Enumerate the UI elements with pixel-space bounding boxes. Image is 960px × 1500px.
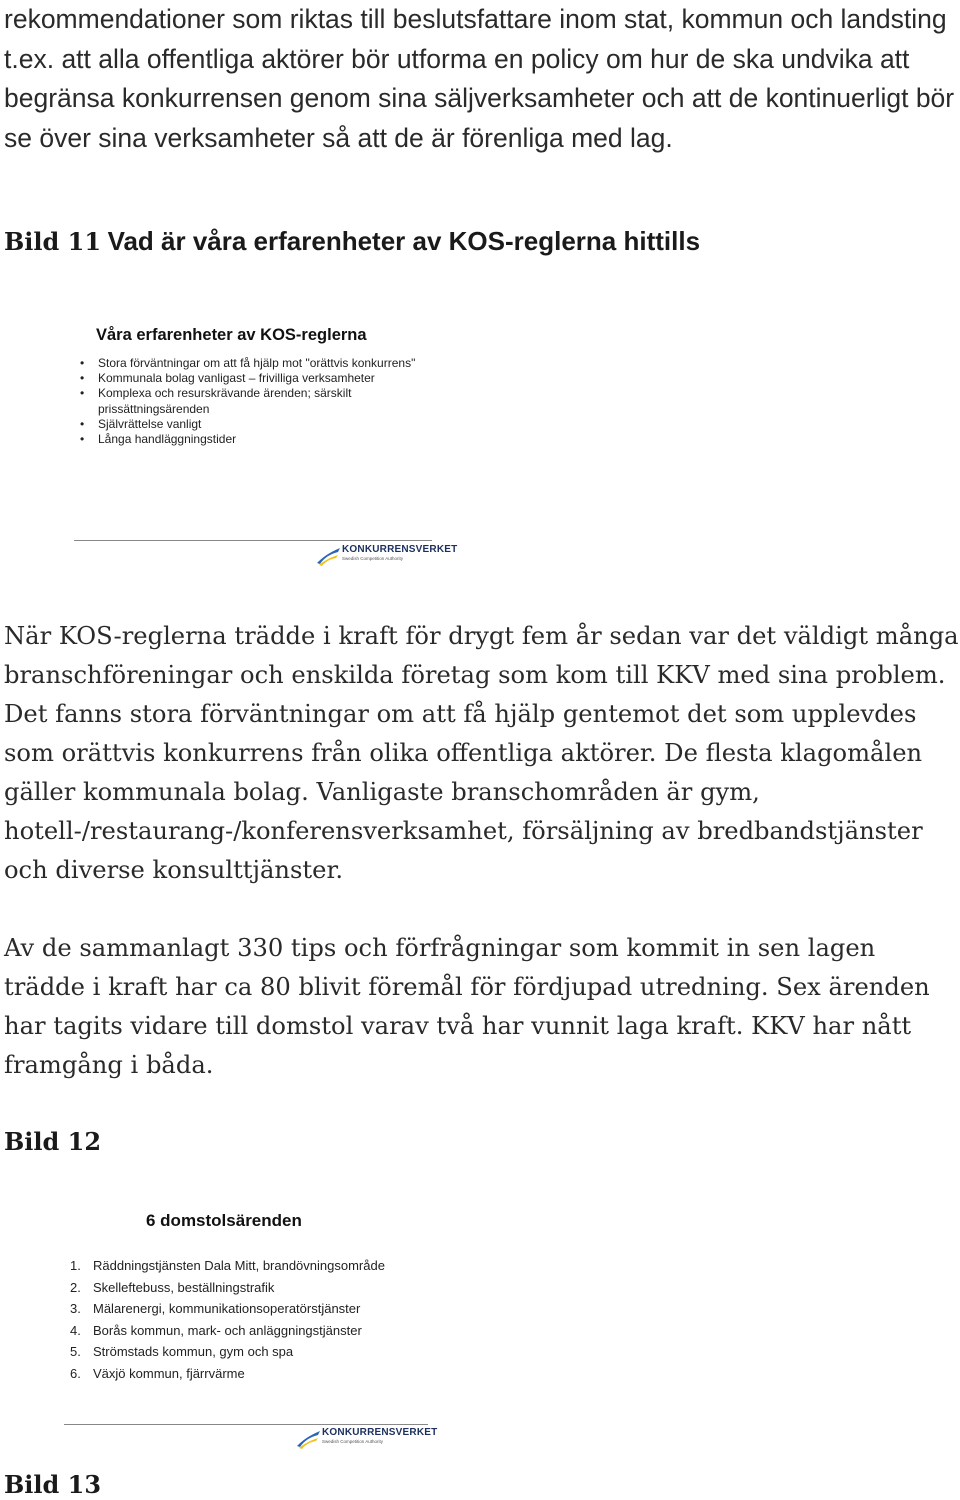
court-cases-list — [70, 1255, 385, 1384]
court-case-item — [70, 1255, 385, 1277]
slide-bullet-text: Långa handläggningstider — [98, 432, 237, 447]
body-paragraph-1: När KOS-reglerna trädde i kraft för drygt fem år sedan var det väldigt många branschföreningar och enskilda företag som kom till KKV med sina problem. Det fanns stora förväntningar om att få hjälp gentemot det som upplevdes som orättvis konkurrens från olika offentliga aktörer. De flesta klagomålen gäller kommunala bolag. Vanligaste branschområden är gym, hotell-/restaurang-/konferensverksamhet, försäljning av bredbandstjänster och diverse konsulttjänster. — [4, 622, 959, 884]
slide-title: 6 domstolsärenden — [146, 1211, 302, 1230]
konkurrensverket-logo — [296, 1427, 437, 1449]
slide-bullet-item — [80, 371, 458, 386]
bullet-glyph: • — [80, 371, 85, 386]
konkurrensverket-logo — [316, 544, 457, 566]
item-text: Mälarenergi, kommunikationsoperatörstjänster — [93, 1301, 361, 1316]
item-number: 2. — [70, 1279, 81, 1295]
slide-bullet-list — [80, 356, 458, 447]
logo-swoosh-icon — [316, 544, 342, 566]
logo-name: KONKURRENSVERKET — [342, 544, 458, 555]
slide-bullet-item — [80, 386, 458, 416]
bullet-glyph: • — [80, 356, 85, 370]
figure-13-label: Bild 13 — [4, 1470, 102, 1499]
item-number: 4. — [70, 1322, 81, 1338]
slide-footer-rule — [64, 1424, 428, 1425]
logo-name: KONKURRENSVERKET — [322, 1427, 438, 1438]
figure-12-label: Bild 12 — [4, 1127, 102, 1156]
bullet-glyph: • — [80, 386, 85, 401]
figure-11-title: Vad är våra erfarenheter av KOS-reglerna hittills — [107, 226, 701, 256]
item-text: Växjö kommun, fjärrvärme — [93, 1365, 245, 1381]
figure-12-slide — [62, 1205, 442, 1455]
slide-bullet-text: Självrättelse vanligt — [98, 416, 202, 431]
item-number: 1. — [70, 1258, 81, 1273]
item-number: 5. — [70, 1344, 81, 1359]
court-case-item — [70, 1298, 385, 1320]
slide-title: Våra erfarenheter av KOS-reglerna — [96, 326, 367, 344]
figure-11-label: Bild 11 — [4, 227, 102, 256]
figure-11-caption — [4, 226, 700, 257]
slide-footer-rule — [74, 540, 432, 541]
figure-13-caption — [4, 1470, 101, 1500]
item-text: Skelleftebuss, beställningstrafik — [93, 1279, 275, 1295]
intro-paragraph: rekommendationer som riktas till beslutsfattare inom stat, kommun och landsting t.ex. att alla offentliga aktörer bör utforma en policy om hur de ska undvika att begränsa konkurrensen genom sina säljverksamheter och att de kontinuerligt bör se över sina verksamheter så att de är förenliga med lag. — [4, 4, 955, 153]
figure-12-caption — [4, 1127, 101, 1157]
body-paragraph-2: Av de sammanlagt 330 tips och förfrågningar som kommit in sen lagen trädde i kraft har ca 80 blivit föremål för fördjupad utredning. Sex ärenden har tagits vidare till domstol varav två har vunnit laga kraft. KKV har nått framgång i båda. — [4, 934, 930, 1079]
court-case-item — [70, 1277, 385, 1299]
slide-bullet-text: Komplexa och resurskrävande ärenden; särskilt prissättningsärenden — [98, 386, 352, 416]
slide-bullet-item — [80, 417, 458, 432]
court-case-item — [70, 1341, 385, 1363]
figure-11-slide — [74, 318, 474, 573]
slide-bullet-text: Stora förväntningar om att få hjälp mot "orättvis konkurrens" — [98, 356, 416, 370]
item-text: Strömstads kommun, gym och spa — [93, 1344, 294, 1359]
item-number: 3. — [70, 1301, 81, 1316]
court-case-item — [70, 1363, 385, 1385]
item-number: 6. — [70, 1365, 81, 1381]
slide-bullet-item — [80, 356, 458, 371]
logo-subtitle: Swedish Competition Authority — [322, 1439, 384, 1444]
item-text: Räddningstjänsten Dala Mitt, brandövningsområde — [93, 1258, 385, 1273]
item-text: Borås kommun, mark- och anläggningstjänster — [93, 1322, 362, 1338]
slide-bullet-text: Kommunala bolag vanligast – frivilliga verksamheter — [98, 371, 375, 386]
logo-subtitle: Swedish Competition Authority — [342, 556, 404, 561]
bullet-glyph: • — [80, 432, 85, 447]
bullet-glyph: • — [80, 416, 85, 431]
court-case-item — [70, 1320, 385, 1342]
slide-bullet-item — [80, 432, 458, 447]
logo-swoosh-icon — [296, 1427, 322, 1449]
